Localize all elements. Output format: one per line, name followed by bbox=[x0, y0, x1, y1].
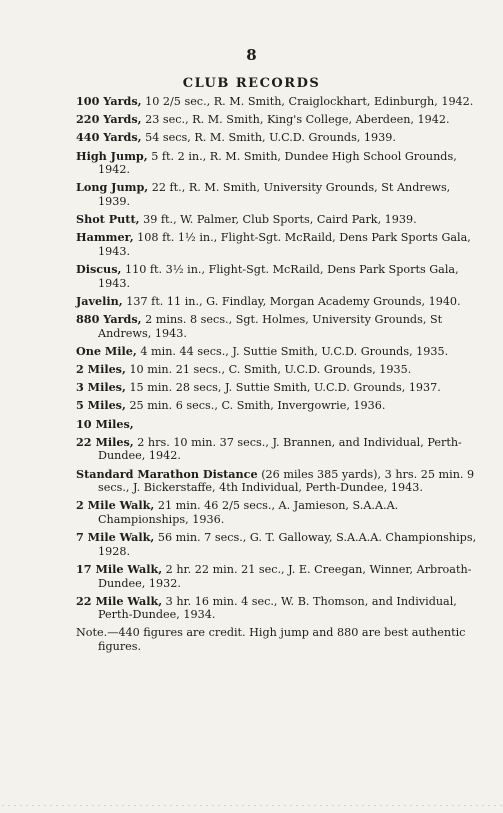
record-item bbox=[76, 595, 481, 622]
record-event: 440 Yards, bbox=[76, 130, 142, 145]
record-item bbox=[76, 181, 481, 208]
record-detail: 5 ft. 2 in., R. M. Smith, Dundee High School Grounds, 1942. bbox=[98, 149, 457, 177]
record-detail: 10 min. 21 secs., C. Smith, U.C.D. Grounds, 1935. bbox=[129, 363, 412, 377]
record-detail: 39 ft., W. Palmer, Club Sports, Caird Park, 1939. bbox=[143, 213, 417, 227]
record-event: 22 Mile Walk, bbox=[76, 593, 163, 608]
record-event: 2 Mile Walk, bbox=[76, 498, 155, 513]
page-number: 8 bbox=[246, 46, 257, 64]
record-item bbox=[76, 363, 481, 377]
record-event: 880 Yards, bbox=[76, 312, 142, 327]
record-detail: 15 min. 28 secs, J. Suttie Smith, U.C.D. Grounds, 1937. bbox=[129, 381, 441, 395]
record-event: 220 Yards, bbox=[76, 112, 142, 127]
record-event: 3 Miles, bbox=[76, 380, 126, 395]
record-event: Standard Marathon Distance bbox=[76, 466, 258, 481]
record-event: Javelin, bbox=[76, 293, 123, 308]
record-detail: 21 min. 46 2/5 secs., A. Jamieson, S.A.A.A. Championships, 1936. bbox=[98, 499, 399, 526]
record-event: 10 Miles, bbox=[76, 416, 134, 431]
record-detail: 110 ft. 3½ in., Flight-Sgt. McRaild, Dens Park Sports Gala, 1943. bbox=[98, 263, 459, 290]
record-detail: 56 min. 7 secs., G. T. Galloway, S.A.A.A. Championships, 1928. bbox=[98, 531, 477, 558]
record-detail: 4 min. 44 secs., J. Suttie Smith, U.C.D. Grounds, 1935. bbox=[140, 344, 449, 358]
record-event: Shot Putt, bbox=[76, 212, 140, 227]
record-detail: 23 sec., R. M. Smith, King's College, Aberdeen, 1942. bbox=[145, 113, 450, 127]
records-list bbox=[76, 95, 481, 654]
record-item bbox=[76, 563, 481, 590]
record-event: 17 Mile Walk, bbox=[76, 561, 163, 576]
record-item bbox=[76, 499, 481, 526]
record-item bbox=[76, 213, 481, 227]
record-item bbox=[76, 399, 481, 413]
record-item bbox=[76, 231, 481, 258]
record-event: 5 Miles, bbox=[76, 398, 126, 413]
record-event: 7 Mile Walk, bbox=[76, 530, 155, 545]
record-detail: 2 mins. 8 secs., Sgt. Holmes, University Grounds, St Andrews, 1943. bbox=[98, 313, 443, 340]
record-detail: 22 ft., R. M. Smith, University Grounds, St Andrews, 1939. bbox=[98, 181, 451, 208]
record-event: Long Jump, bbox=[76, 180, 149, 195]
record-detail: 3 hr. 16 min. 4 sec., W. B. Thomson, and Individual, Perth-Dundee, 1934. bbox=[98, 594, 457, 622]
record-detail: 54 secs, R. M. Smith, U.C.D. Grounds, 1939. bbox=[145, 131, 396, 145]
record-item bbox=[76, 150, 481, 177]
record-detail: 137 ft. 11 in., G. Findlay, Morgan Academy Grounds, 1940. bbox=[126, 294, 461, 308]
record-detail: 108 ft. 1½ in., Flight-Sgt. McRaild, Dens Park Sports Gala, 1943. bbox=[98, 231, 471, 258]
record-item bbox=[76, 418, 481, 432]
record-event: 2 Miles, bbox=[76, 362, 126, 377]
page-heading: CLUB RECORDS bbox=[182, 76, 321, 91]
record-detail: 2 hrs. 10 min. 37 secs., J. Brannen, and Individual, Perth-Dundee, 1942. bbox=[98, 435, 462, 463]
record-item bbox=[76, 381, 481, 395]
record-detail: 10 2/5 sec., R. M. Smith, Craiglockhart, Edinburgh, 1942. bbox=[145, 95, 474, 108]
record-event: One Mile, bbox=[76, 343, 137, 358]
record-item bbox=[76, 313, 481, 340]
record-item bbox=[76, 113, 481, 127]
page-edge-divider bbox=[0, 804, 503, 807]
record-item bbox=[76, 131, 481, 145]
record-item bbox=[76, 468, 481, 495]
record-event: Discus, bbox=[76, 262, 122, 277]
record-event: Hammer, bbox=[76, 230, 134, 245]
footnote: Note.—440 figures are credit. High jump and 880 are best authentic figures. bbox=[76, 626, 466, 654]
record-item bbox=[76, 295, 481, 309]
record-detail: 2 hr. 22 min. 21 sec., J. E. Creegan, Winner, Arbroath-Dundee, 1932. bbox=[98, 562, 472, 590]
record-detail: 25 min. 6 secs., C. Smith, Invergowrie, 1936. bbox=[129, 399, 386, 413]
record-item bbox=[76, 345, 481, 359]
record-event: 100 Yards, bbox=[76, 94, 142, 108]
record-item bbox=[76, 95, 481, 109]
record-event: 22 Miles, bbox=[76, 434, 134, 449]
record-event: High Jump, bbox=[76, 148, 148, 163]
record-item bbox=[76, 263, 481, 290]
record-item bbox=[76, 531, 481, 558]
record-detail: (26 miles 385 yards), 3 hrs. 25 min. 9 secs., J. Bickerstaffe, 4th Individual, Perth-Dundee, 1943. bbox=[98, 467, 475, 495]
record-item bbox=[76, 436, 481, 463]
